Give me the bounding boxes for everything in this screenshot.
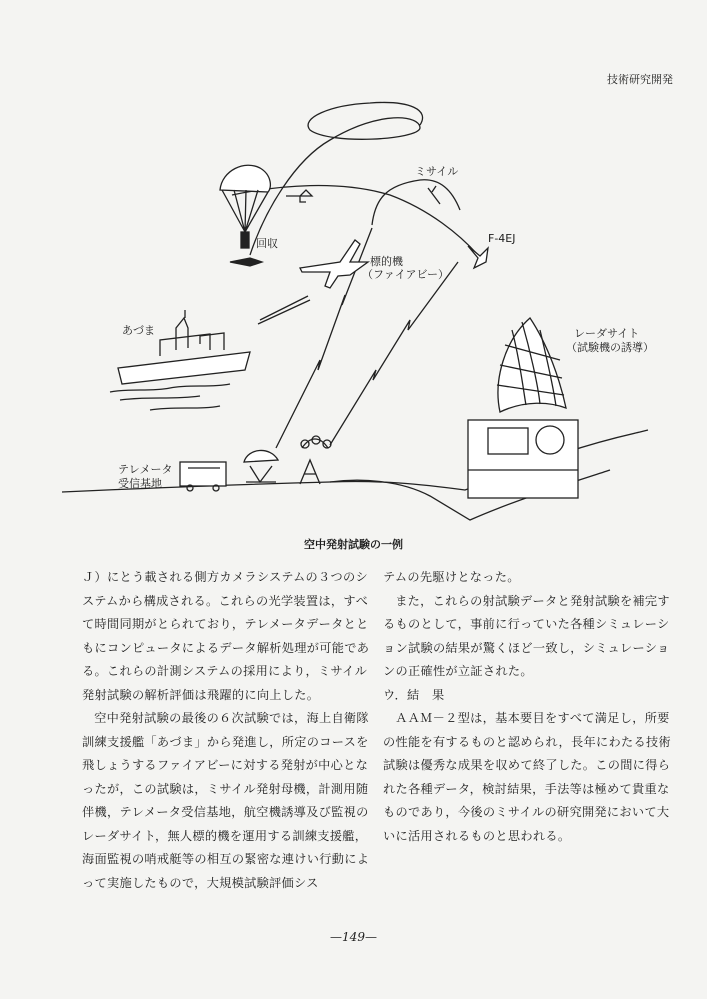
radar-dish [498,318,566,412]
radar-label-1: レーダサイト [574,327,640,340]
page-number: —149— [330,930,377,944]
paragraph: Ｊ）にとう載される側方カメラシステムの３つのシステムから構成される。これらの光学装置は，すべて時間同期がとられており，テレメータデータとともにコンピュータによるデータ解析処理が可能である。これらの計測システムの採用により，ミサイル発射試験の解析評価は飛躍的に向上した。 [82,570,370,702]
launch-streak [258,296,310,324]
paragraph: また，これらの射試験データと発射試験を補完するものとして，事前に行っていた各種シミュレーション試験の結果が驚くほど一致し，シミュレーションの正確性が立証された。 [383,593,670,678]
flight-path-loop [250,102,423,255]
target-drone [300,240,368,288]
telemetry-signal-line [330,262,458,445]
paragraph: 空中発射試験の最後の６次試験では，海上自衛隊訓練支援艦「あづま」から発進し，所定のコースを飛しょうするファイアビーに対する発射が中心となったが，この試験は，ミサイル発射母機，計測用随伴機，テレメータ受信基地，航空機誘導及び監視のレーダサイト，無人標的機を運用する訓練支援艦，海面監視の哨戒艇等の相互の緊密な連けい行動によって実施したもので，大規模試験評価シス [82,711,370,890]
f4ej-aircraft [468,246,488,268]
telemeter-label-2: 受信基地 [118,477,162,490]
f4ej-label: F-4EJ [488,232,516,245]
target-label-2: （ファイアビー） [362,268,450,281]
paragraph: テムの先駆けとなった。 [383,570,520,584]
paragraph: ＡＡＭ－２型は，基本要目をすべて満足し，所要の性能を有するものと認められ，長年にわたる技術試験は優秀な成果を収めて終了した。この間に得られた各種データ，検討結果，手法等は極めて貴重なものであり，今後のミサイルの研究開発において大いに活用されるものと思われる。 [383,711,671,843]
missile-trajectory [372,180,460,225]
figure-caption: 空中発射試験の一例 [304,538,403,551]
ground-dish [244,450,278,462]
guidance-signal-line [276,228,372,448]
telemetry-van [180,462,226,486]
azuma-label: あづま [122,324,155,337]
target-label-1: 標的機 [370,255,403,268]
missile-shape [428,186,440,204]
section-heading: ウ．結 果 [383,687,445,702]
radar-label-2: （試験機の誘導） [566,341,654,354]
running-header: 技術研究開発 [607,73,673,86]
recovery-label: 回収 [256,237,278,250]
ship-hull [118,352,250,384]
left-column [82,566,372,895]
telemeter-label-1: テレメータ [118,463,173,476]
recovered-drone [230,258,262,266]
chase-aircraft [286,190,312,202]
missile-label: ミサイル [415,165,459,178]
right-column [383,566,673,848]
parachute-canopy [220,165,270,192]
sea-waves [110,384,230,410]
